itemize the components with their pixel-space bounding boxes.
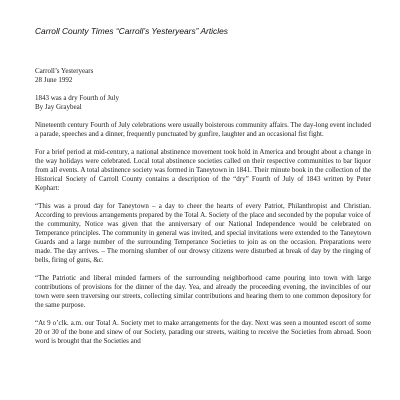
- article-date: 28 June 1992: [35, 76, 73, 84]
- article-paragraph: “At 9 o’clk. a.m. our Total A. Society met to make arrangements for the day. Next was seen a mounted escort of some 20 or 30 of the bone and sinew of our Society, parading our streets, waiting to receive the Societies from abroad. Soon word is brought that the Societies and: [35, 319, 371, 345]
- article-headline: 1843 was a dry Fourth of July: [35, 94, 119, 102]
- article-byline: By Jay Graybeal: [35, 103, 82, 111]
- document-header-title: Carroll County Times “Carroll’s Yesteryears” Articles: [35, 26, 228, 36]
- column-name: Carroll’s Yesteryears: [35, 67, 94, 75]
- article-meta-top: [35, 67, 371, 85]
- article-paragraph: For a brief period at mid-century, a national abstinence movement took hold in America and brought about a change in the way holidays were celebrated. Local total abstinence societies called on their respective communities to bar liquor from all events. A total abstinence society was formed in Taneytown in 1841. Their minute book in the collection of the Historical Society of Carroll County contains a description of the “dry” Fourth of July of 1843 written by Peter Kephart:: [35, 148, 371, 192]
- article-paragraph: “The Patriotic and liberal minded farmers of the surrounding neighborhood came pouring into town with large contributions of provisions for the dinner of the day. Yea, and already the proceeding evening, the invincibles of our town were seen traversing our streets, collecting similar contributions and hearing them to one common depository for the same purpose.: [35, 274, 371, 309]
- article-paragraph: “This was a proud day for Taneytown – a day to cheer the hearts of every Patriot, Philanthropist and Christian. According to previous arrangements prepared by the Total A. Society of the place and seconded by the popular voice of the community, Notice was given that the anniversary of our National Independence would be celebrated on Temperance principles. The community in general was invited, and special invitations were extended to the Taneytown Guards and a large number of the surrounding Temperance Societies to join as on the occasion. Preparations were made. The day arrives. – The morning slumber of our drowsy citizens were disturbed at break of day by the ringing of bells, firing of guns, &c.: [35, 202, 371, 264]
- article-body: [35, 67, 371, 355]
- article-paragraph: Nineteenth century Fourth of July celebrations were usually boisterous community affairs. The day-long event included a parade, speeches and a dinner, frequently punctuated by gunfire, laughter and an occasional fist fight.: [35, 121, 371, 138]
- article-meta-title: [35, 94, 371, 112]
